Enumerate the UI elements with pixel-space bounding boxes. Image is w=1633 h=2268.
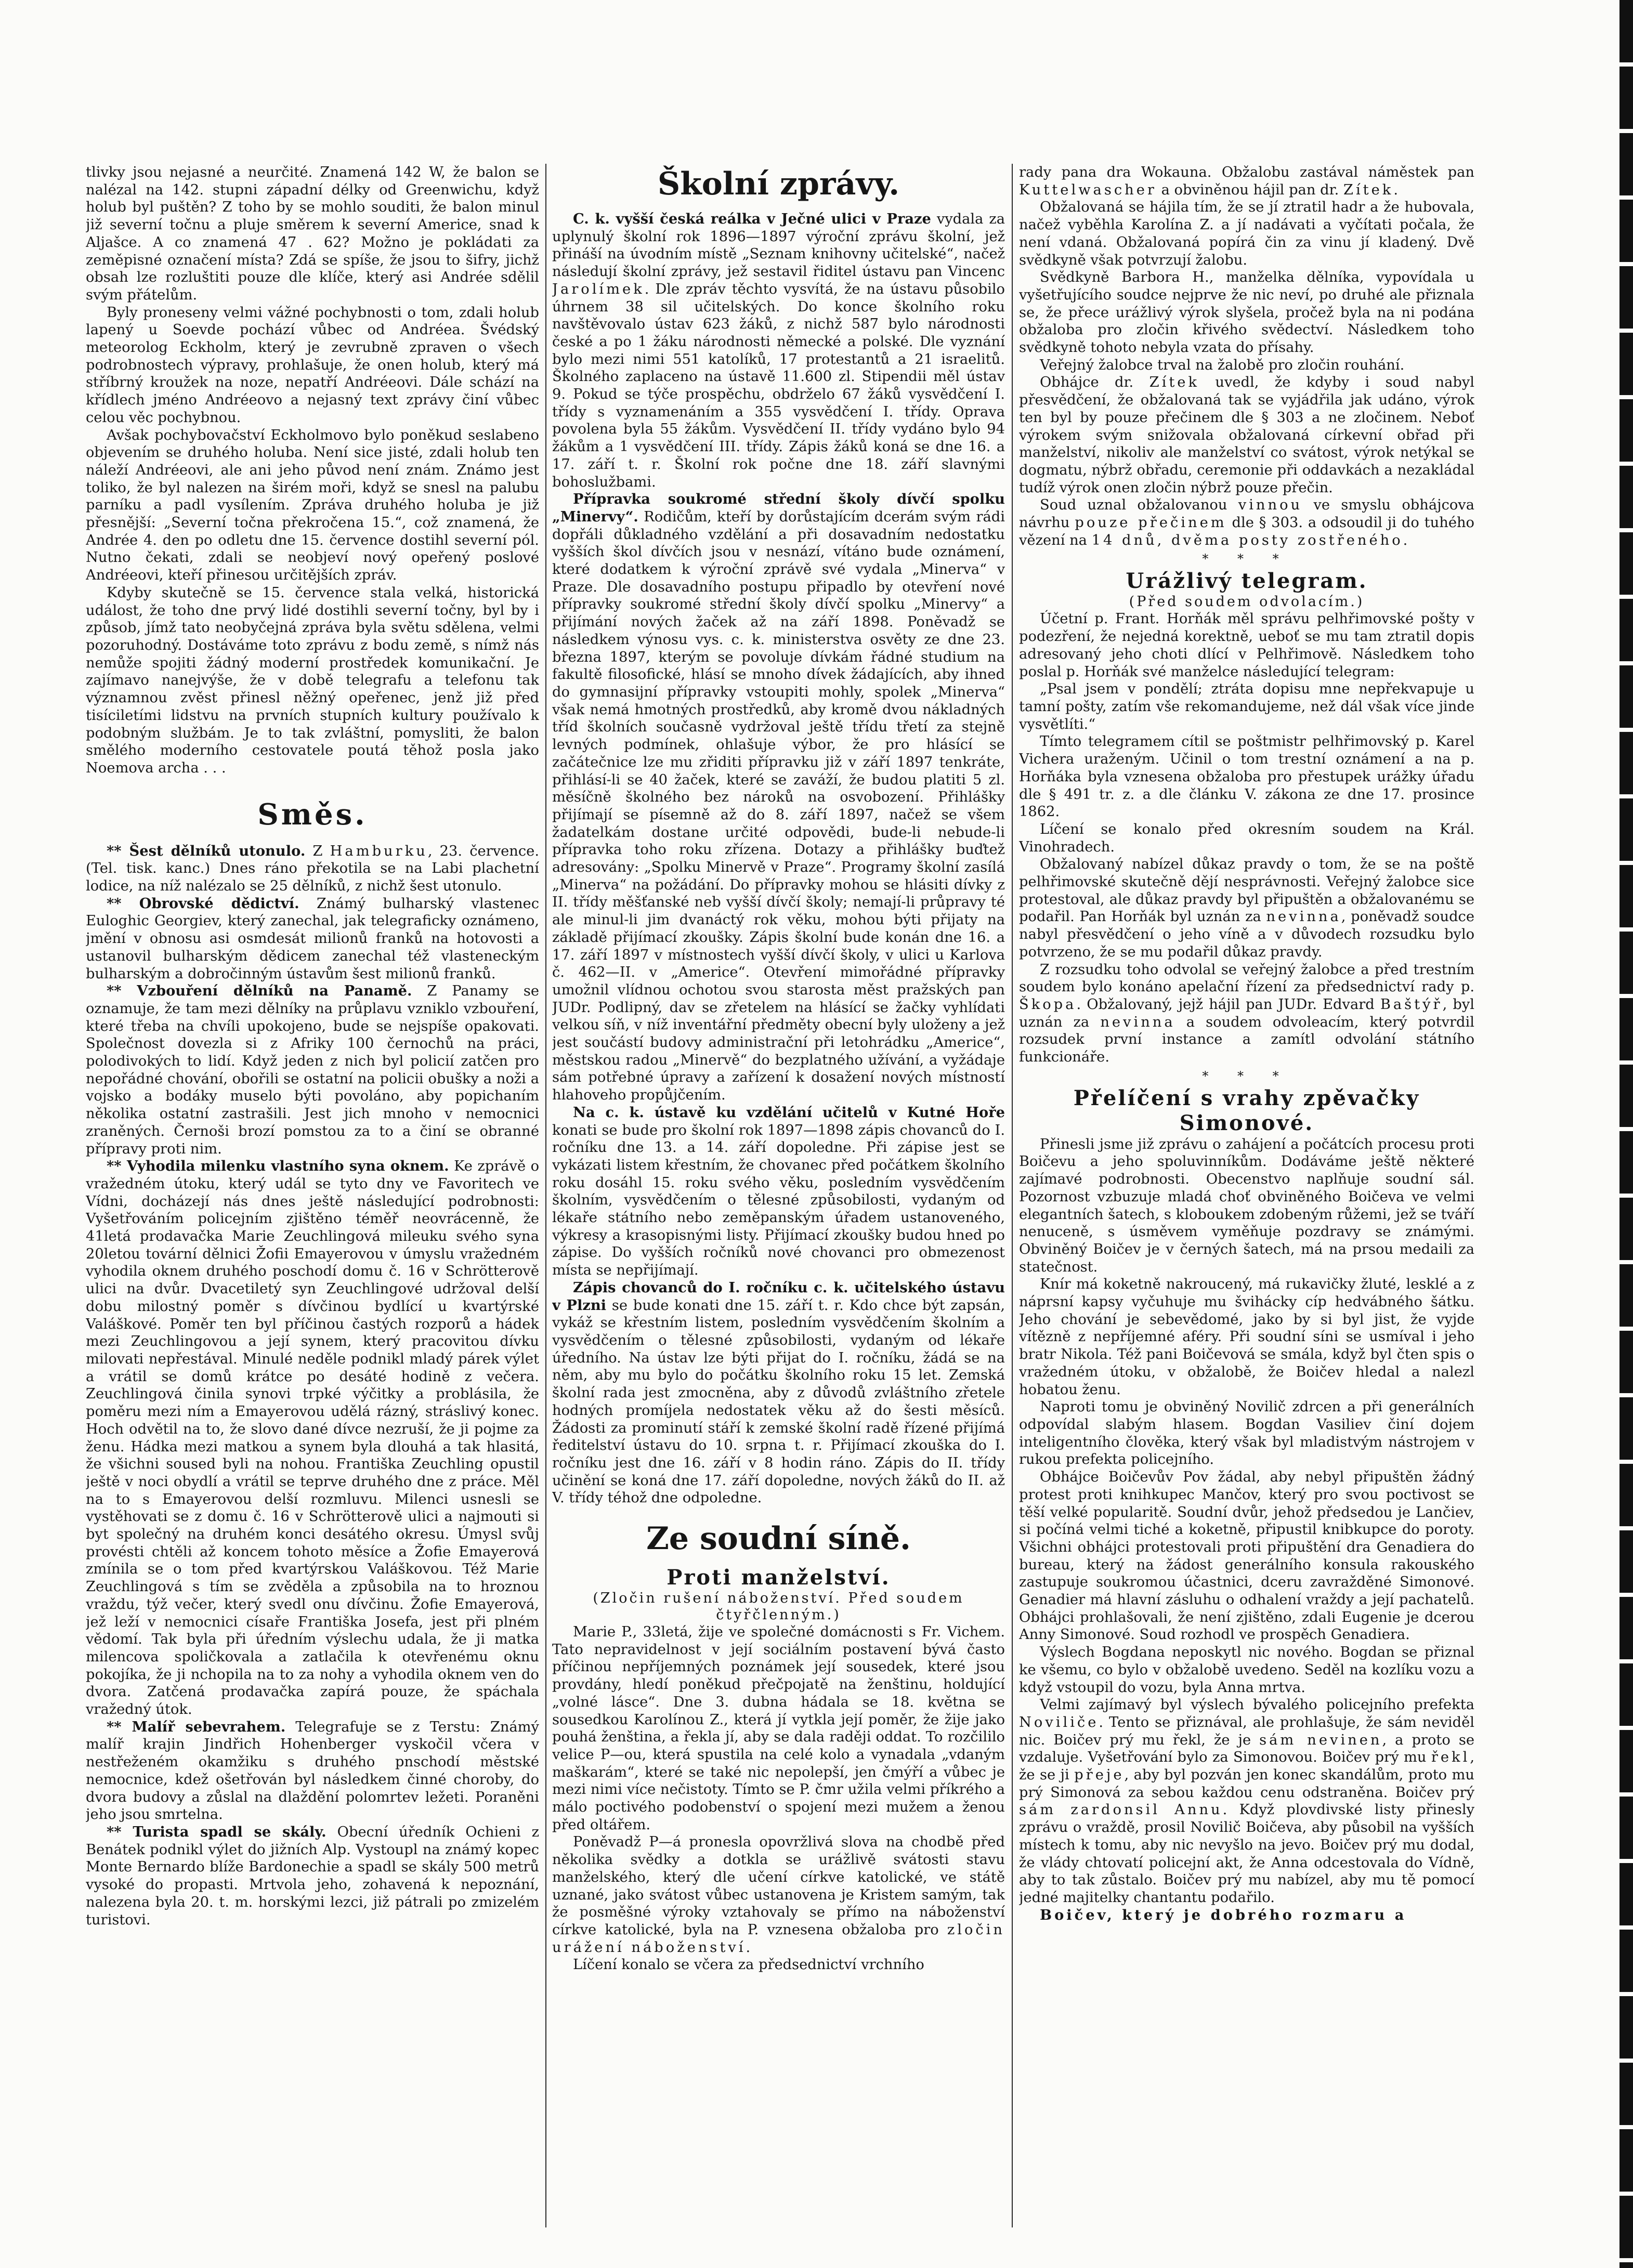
article-paragraph: tlivky jsou nejasné a neurčité. Znamená 142 W, že balon se nalézal na 142. stupni západní délky od Greenwichu, když holub byl puštěn? Z toho by se mohlo souditi, že balon minul již severní točnu a pluje směrem k severní Americe, snad k Aljašce. A co znamená 47 . 62? Možno je pokládati za zeměpisné označení místa? Zdá se spíše, že jsou to šifry, jichž obsah lze rozluštiti pouze dle klíče, který asi Andrée sdělil svým přátelům. [86, 164, 539, 303]
article-paragraph: „Psal jsem v pondělí; ztráta dopisu mne nepřekvapuje u tamní pošty, zatím vše rekomandujeme, než dál však více jinde vysvětlíti.“ [1019, 681, 1474, 732]
news-item: C. k. vyšší česká reálka v Ječné ulici v Praze vydala za uplynulý školní rok 1896—1897 výroční zprávu školní, jež přináší na úvodním místě „Seznam knihovny učitelské“, načež následují školní zprávy, jež sestavil řiditel ústavu pan Vincenc Jarolímek. Dle zpráv těchto vysvítá, že na ústavu působilo úhrnem 38 sil učitelských. Do konce školního roku navštěvovalo ústav 623 žáků, z nichž 587 bylo národnosti české a po 1 žáku národnosti německé a polské. Dle vyznání bylo mezi nimi 551 katolíků, 17 protestantů a 21 israelitů. Školného zaplaceno na ústavě 11.600 zl. Stipendii měl ústav 9. Pokud se týče prospěchu, obdrželo 67 žáků vysvědčení I. třídy s vyznamenáním a 355 vysvědčení I. třídy. Oprava povolena byla 55 žákům. Vysvědčení II. třídy vydáno bylo 94 žákům a 1 vysvědčení III. třídy. Zápis žáků koná se dne 16. a 17. září t. r. Školní rok počne dne 18. září slavnými bohoslužbami. [552, 211, 1005, 490]
article-paragraph: Kdyby skutečně se 15. července stala velká, historická událost, že toho dne prvý lidé dostihli severní točny, byl by i způsob, jímž tato neobyčejná zpráva byla světu sdělena, velmi pozoruhodný. Dostáváme toto zprávu z bodu země, s nímž nás nemůže spojiti žádný moderní prostředek komunikační. Je zajímavo nanejvýše, že v době telegrafu a telefonu tak významnou zvěst přinesl něžný opeřenec, jenž již před tisíciletími lidstvu na prvních stupních kultury používalo k podobným službám. Je to tak zvláštní, pomysliti, že balon smělého moderního cestovatele poutá těhož posla jako Noemova archa . . . [86, 584, 539, 776]
news-headline: ** Šest dělníků utonulo. [107, 842, 306, 859]
article-paragraph: Veřejný žalobce trval na žalobě pro zločin rouhání. [1040, 357, 1405, 373]
section-title-school: Školní zprávy. [657, 166, 900, 202]
news-item: ** Obrovské dědictví. Známý bulharský vlastenec Euloghic Georgiev, který zanechal, jak telegraficky oznámeno, jmění v obnosu asi osmdesát milionů franků na hotovosti a ustanovil bulharským dědicem zanechal též vlasteneckým bulharským a dobročinným ústavům šest milionů franků. [86, 895, 539, 982]
news-headline: Zápis chovanců do I. ročníku c. k. učitelského ústavu v Plzni [552, 1279, 1005, 1314]
article-paragraph: Soud uznal obžalovanou vinnou ve smyslu obhájcova návrhu pouze přečinem dle § 303. a odsoudil ji do tuhého vězení na 14 dnů, dvěma posty zostřeného. [1019, 497, 1474, 548]
news-headline: Na c. k. ústavě ku vzdělání učitelů v Kutné Hoře [573, 1104, 1005, 1121]
section-separator: * * * [1202, 1068, 1291, 1083]
article-paragraph: Tímto telegramem cítil se poštmistr pelhřimovský p. Karel Vichera uraženým. Učinil o tom trestní oznámení a na p. Horňáka byla vznesena obžaloba pro přestupek urážky úřadu dle § 491 tr. z. a dle článku V. zákona ze dne 17. prosince 1862. [1019, 733, 1474, 820]
article-paragraph: Knír má koketně nakroucený, má rukavičky žluté, lesklé a z náprsní kapsy vyčuhuje mu švihácky cíp hedvábného šátku. Jeho chování je sebevědomé, jako by si byl jist, že vyjde vítězně z nepříjemné aféry. Při soudní síni se usmíval i jeho bratr Nikola. Též pani Boičevová se smála, když byl čten spis o vražedném útoku, v obžalobě, že Boičev hledal a nalezl hobatou ženu. [1019, 1276, 1474, 1398]
article-paragraph: Marie P., 33letá, žije ve společné domácnosti s Fr. Vichem. Tato nepravidelnost v její sociálním postavení bývá často příčinou nepříjemných poznámek její sousedek, které jsou provdány, hledí poněkud přečpojatě na ženštinu, holdující „volné lásce“. Dne 3. dubna hádala se 18. května se sousedkou Karolínou Z., která jí vytkla její poměr, že žije jako pouhá ženština, a řekla jí, aby se dala raději oddat. To rozčililo velice P—ou, která spustila na celé kolo a vynadala „vdaným maškarám“, které se také nic nepolepší, jen čmýří a vůbec je mezi nimi více nečistoty. Tímto se P. čmr užila velmi příkrého a málo poctivého podobenství o spojení mezi mužem a ženou před oltářem. [552, 1624, 1005, 1833]
article-paragraph: Byly proneseny velmi vážné pochybnosti o tom, zdali holub lapený u Soevde pochází vůbec od Andréea. Švédský meteorolog Eckholm, který je zevrubně zpraven o všech podrobnostech výpravy, prohlašuje, že onen holub, který má stříbrný kroužek na noze, nepatří Andréeovi. Dále schází na křídlech jméno Andréeovo a nejasný text zprávy činí vůbec celou věc pochybnou. [86, 304, 539, 426]
news-item: Přípravka soukromé střední školy dívčí spolku „Minervy“. Rodičům, kteří by dorůstajícím dcerám svým rádi dopřáli důkladného vzdělání a při dosavadním nedostatku vyšších škol dívčích jsou v nesnází, vítáno bude oznámení, které dodatkem k výroční zprávě své vydala „Minerva“ v Praze. Dle dosavadního postupu připadlo by otevření nové přípravky soukromé střední školy dívčí spolku „Minervy“ a přijímání nových žaček až na září 1898. Poněvadž se následkem výnosu vys. c. k. ministerstva osvěty ze dne 23. března 1897, kterým se povoluje dívkám řádné studium na fakultě filosofické, hlásí se mnoho dívek žádajících, aby ihned do gymnasijní přípravky vstoupiti mohly, spolek „Minerva“ však nemá hmotných prostředků, aby kromě dvou nákladných tříd školních současně vydržoval ještě třídu třetí za stejně levných podmínek, ohlašuje výbor, že pro hlásící se začátečnice lze mu zřiditi přípravku již v září 1897 tenkráte, přihlásí-li se 40 žaček, které se zaváží, že budou platiti 5 zl. měsíčně školného bez nároků na osvobození. Přihlášky přijímají se písemně až do 8. září 1897, načež se všem žadatelkám dostane určité odpovědi, bude-li nebude-li přípravka toho roku zřízena. Dotazy a přihlášky buďtež adresovány: „Spolku Minervě v Praze“. Programy školní zasílá „Minerva“ na požádání. Do přípravky mohou se hlásiti dívky z II. třídy měšťanské neb vyšší dívčí školy; nemají-li průpravy té ale minul-li jim dvanáctý rok věku, mohou býti přijaty na základě přijímací zkoušky. Zápis školní bude konán dne 16. a 17. září 1897 v místnostech vyšší dívčí školy, v ulici u Karlova č. 462—II. v „Americe“. Otevření mimořádné přípravky umožnil vlídnou ochotou svou starosta měst pražských pan JUDr. Podlipný, dav se zřetelem na hlásící se žačky vyhlídati velkou síň, v níž inventářní předměty obecní byly uloženy a jež jest součástí budovy administrační při letohrádku „Americe“, městskou radou „Minervě“ do bezplatného užívání, a vyžádaje sám potřebné úpravy a zařízení k dosažení nových místností hlahoveho propůjčením. [552, 491, 1005, 1104]
article-paragraph: Boičev, který je dobrého rozmaru a [1040, 1906, 1407, 1923]
column-rule [545, 164, 546, 2227]
article-paragraph: rady pana dra Wokauna. Obžalobu zastával náměstek pan Kuttelwascher a obviněnou hájil pan dr. Zítek. [1019, 164, 1474, 198]
article-title: Proti manželství. [667, 1565, 891, 1590]
news-headline: C. k. vyšší česká reálka v Ječné ulici v Praze [573, 211, 931, 227]
article-paragraph: Velmi zajímavý byl výslech bývalého policejního prefekta Noviliče. Tento se přiznával, ale prohlašuje, že sám neviděl nic. Boičev prý mu řekl, že je sám nevinen, a proto se vzdaluje. Vyšetřování bylo za Simonovou. Boičev prý mu řekl, že se ji přeje, aby byl pozván jen konec skandálům, proto mu prý Simonová za sebou každou cenu odstraněna. Boičev prý sám zardonsil Annu. Když plovdivské listy přinesly zprávu o vraždě, prosil Novilič Boičeva, aby působil na vyšších místech k tomu, aby nic nevyšlo na jevo. Boičev prý mu dodal, že vlády chtovatí policejní akt, že Anna odcestovala do Vídně, aby to tak zůstalo. Boičev prý mu nabízel, aby mu tě pomocí jedné majitelky chantantu podařilo. [1019, 1697, 1474, 1906]
section-title-smes: Směs. [257, 797, 368, 832]
article-paragraph: Výslech Bogdana neposkytl nic nového. Bogdan se přiznal ke všemu, co bylo v obžalobě uvedeno. Seděl na kozlíku vozu a když vstoupil do vozu, byla Anna mrtva. [1019, 1644, 1474, 1696]
news-headline: ** Vzbouření dělníků na Panamě. [107, 982, 412, 1000]
news-item: ** Turista spadl se skály. Obecní úředník Ochieni z Benátek podnikl výlet do jižních Alp. Vystoupl na známý kopec Monte Bernardo blíže Bardonechie a spadl se skály 500 metrů vysoké do propasti. Mrtvola jeho, zohavená k nepoznání, nalezena byla 20. t. m. horskými lezci, již pátrali po zmizelém turistovi. [86, 1823, 539, 1928]
article-subtitle: (Zločin rušení náboženství. Před soudem čtyřčlenným.) [593, 1590, 964, 1623]
column-3 [1019, 164, 1474, 2230]
article-paragraph: Naproti tomu je obviněný Novilič zdrcen a při generálních odpovídal slabým hlasem. Bogdan Vasiliev činí dojem inteligentního člověka, který však byl mladistvým nástrojem v rukou prefekta policejního. [1019, 1399, 1474, 1468]
article-paragraph: Obhájce dr. Zítek uvedl, že kdyby i soud nabyl přesvědčení, že obžalovaná tak se vyjádřila jak udáno, výrok ten byl by pouze přečinem dle § 303 a ne zločinem. Neboť výrokem svým snižovala obžalovaná církevní obřad při manželství, nikoliv ale manželství co svátost, výrok netýkal se dogmatu, nýbrž obřadu, ceremonie při oddavkách a nezakládal tudíž výrok onen zločin nýbrž pouze přečin. [1019, 374, 1474, 496]
article-paragraph: Poněvadž P—á pronesla opovržlivá slova na chodbě před několika svědky a dotkla se urážlivě svátosti stavu manželského, který dle učení církve katolické, ve státě uznané, jako svátost vůbec ustanovena je Kristem samým, tak že posměšné výroky vztahovaly se přímo na náboženství církve katolické, byla na P. vznesena obžaloba pro zločin urážení náboženství. [552, 1834, 1005, 1956]
news-item: ** Malíř sebevrahem. Telegrafuje se z Terstu: Známý malíř krajin Jindřich Hohenberger vyskočil včera v nestřeženém okamžiku s druhého pnschodí městské nemocnice, kdež ošetřován byl následkem činné choroby, do dvora budovy a zůslal na dlaždění polomrtev ležeti. Poraněni jeho jsou smrtelna. [86, 1718, 539, 1823]
news-headline: ** Turista spadl se skály. [107, 1823, 326, 1840]
article-paragraph: Líčení se konalo před okresním soudem na Král. Vinohradech. [1019, 821, 1474, 855]
article-title: Přelíčení s vrahy zpěvačky Simonové. [1073, 1085, 1420, 1135]
column-rule [1012, 164, 1013, 2227]
scan-edge [1619, 0, 1633, 2268]
article-paragraph: Přinesli jsme již zprávu o zahájení a počátcích procesu proti Boičevu a jeho spoluvinníkům. Dodáváme ještě některé zajímavé podrobnosti. Obecenstvo naplňuje soudní sál. Pozornost vzbuzuje mladá choť obviněného Boičeva ve velmi elegantních šatech, s kloboukem zdobeným růžemi, jež se tváří nenuceně, s úsměvem vyměňuje pozdravy se známými. Obviněný Boičev je v černých šatech, má na prsou medaili za statečnost. [1019, 1136, 1474, 1275]
news-headline: ** Obrovské dědictví. [107, 895, 299, 912]
news-headline: Přípravka soukromé střední školy dívčí spolku „Minervy“. [552, 491, 1005, 525]
article-paragraph: Obžalovaná se hájila tím, že se jí ztratil hadr a že hubovala, načež vyběhla Karolína Z. a jí nadávati a vyčítati počala, že není vdaná. Obžalovaná popírá čin za vinu jí kladený. Dvě svědkyně však potvrzují žalobu. [1019, 199, 1474, 268]
news-headline: ** Vyhodila milenku vlastního syna oknem. [107, 1158, 449, 1175]
news-item: ** Vyhodila milenku vlastního syna oknem. Ke zprávě o vražedném útoku, který udál se tyto dny ve Favoritech ve Vídni, docházejí nás dnes ještě následující podrobnosti: Vyšetřováním policejním zjištěno téměř neovrácenně, že 41letá prodavačka Marie Zeuchlingová mileuku svého syna 20letou tovární dělnici Žofii Emayerovou v úmyslu vražedném vyhodila oknem druhého poschodí domu č. 16 v Schrötterově ulici na dvůr. Dvacetiletý syn Zeuchlingové udržoval delší dobu milostný poměr s dívčinou bydlící u kvartýrské Valáškové. Poměr ten byl příčinou častých rozporů a hádek mezi Zeuchlingovou a její synem, který pracovitou dívku milovati nepřestával. Minulé neděle podnikl mladý párek výlet a vrátil se domů krátce po desáté hodině z večera. Zeuchlingová činila synovi trpké výčitky a problásila, že poměru mezi ním a Emayerovou udělá rázný, stráslivý konec. Hoch odvětil na to, že slovo dané dívce nezruší, že ji pojme za ženu. Hádka mezi matkou a synem byla dlouhá a tak hlasitá, že všichni soused byli na nohou. Františka Zeuchling opustil ještě v noci obydlí a vrátil se teprve druhého dne z práce. Měl na to s Emayerovou delší rozmluvu. Milenci usnesli se vystěhovati se z domu č. 16 v Schrötterově ulici a najmouti si byt společný na druhém konci desátého okresu. Úmysl svůj provésti chtěli až koncem tohoto měsíce a Žofie Emayerová zmínila se o tom před kvartýrskou Valáškovou. Též Marie Zeuchlingová s tím se zvěděla a způsobila na to hroznou vraždu, týž večer, který svedl onu dívčinu. Žofie Emayerová, jež leží v nemocnici císaře Františka Josefa, jest při plném vědomí. Tak byla při úředním výslechu udala, že ji matka milencova spoličkovala a zatlačila k otevřenému oknu pokojíka, že ji nchopila na to za nohy a vyhodila oknem ven do dvora. Zatčená prodavačka zapírá pouze, že spáchala vražedný útok. [86, 1158, 539, 1718]
news-headline: ** Malíř sebevrahem. [107, 1718, 286, 1735]
article-paragraph: Avšak pochybovačství Eckholmovo bylo poněkud seslabeno objevením se druhého holuba. Není sice jisté, zdali holub ten náleží Andréeovi, ale ani jeho původ není znám. Známo jest toliko, že byl nalezen na širém moři, když se snesl na palubu parníku a padl vysílením. Zpráva druhého holuba je již přesnější: „Severní točna překročena 15.“, což znamená, že Andrée 4. den po odletu dne 15. července dostihl severní pól. Nutno čekati, zdali se neobjeví nový opeřený poslové Andréeovi, kteří přinesou určitějších zpráv. [86, 427, 539, 584]
article-paragraph: Účetní p. Frant. Horňák měl správu pelhřimovské pošty v podezření, že nejedná korektně, ueboť se mu tam ztratil dopis adresovaný jeho choti dlící v Pelhřimově. Následkem toho poslal p. Horňák své manželce následující telegram: [1019, 611, 1474, 680]
column-2 [552, 164, 1005, 2230]
column-1 [86, 164, 539, 2230]
section-title-court: Ze soudní síně. [646, 1520, 911, 1557]
news-item: ** Vzbouření dělníků na Panamě. Z Panamy se oznamuje, že tam mezi dělníky na průplavu vzniklo vzbouření, které třeba na chvíli upokojeno, bude se nejspíše opakovati. Společnost dovezla si z Afriky 100 černochů na práci, polodivokých to lidí. Když jeden z nich byl policií zatčen pro nepořádné chování, obořili se ostatní na policii obušky a noži a vojsko a bodáky muselo býti povoláno, aby popichaním několika ostatní zastrašili. Jest jich mnoho v nemocnici zraněných. Černoši brozí pomstou za to a činí se obranné přípravy proti nim. [86, 982, 539, 1157]
news-item: Na c. k. ústavě ku vzdělání učitelů v Kutné Hoře konati se bude pro školní rok 1897—1898 zápis chovanců do I. ročníku dne 13. a 14. září dopoledne. Při zápise jest se vykázati listem křestním, že chovanec před počátkem školního roku dosáhl 15. roku svého věku, posledním vysvědčením školním, vysvědčením o tělesné způsobilosti, vydaným od lékaře státního nebo zeměpanským úřadem ustanoveného, výkresy a krasopisnými listy. Přijímací zkoušky budou hned po zápise. Do vyšších ročníků nové chovanci pro obmezenost místa se nepřijímají. [552, 1104, 1005, 1279]
section-separator: * * * [1202, 552, 1291, 567]
article-paragraph: Obhájce Boičevův Pov žádal, aby nebyl připuštěn žádný protest proti knihkupec Mančov, který pro svou poctivost se těší velké popularitě. Soudní dvůr, jehož předsedou je Lančiev, si počíná velmi tiché a koketně, připustil knibkupce do poroty. Všichni obhájci protestovali proti připuštění dra Genadiera do bureau, který na žádost generálního konsula rakouského zastupuje soukromou účastnici, dceru zavražděné Simonové. Genadier má hlavní zásluhu o odhalení vraždy a její pachatelů. Obhájci prohlašovali, že není zjištěno, zdali Eugenie je dcerou Anny Simonové. Soud rozhodl ve prospěch Genadiera. [1019, 1469, 1474, 1643]
news-item: ** Šest dělníků utonulo. Z Hamburku, 23. července. (Tel. tisk. kanc.) Dnes ráno překotila se na Labi plachetní lodice, na níž nalézalo se 25 dělníků, z nichž šest utonulo. [86, 842, 539, 895]
article-paragraph: Líčení konalo se včera za předsednictví vrchního [573, 1957, 924, 1973]
article-title: Urážlivý telegram. [1126, 569, 1368, 594]
article-paragraph: Svědkyně Barbora H., manželka dělníka, vypovídala u vyšetřujícího soudce nejprve že nic neví, po druhé ale přiznala se, že přece urážlivý výrok slyšela, pročež byla na ni podána obžaloba pro zločin křivého svědectví. Následkem toho svědkyně tohoto nebyla vzata do přísahy. [1019, 269, 1474, 356]
news-item: Zápis chovanců do I. ročníku c. k. učitelského ústavu v Plzni se bude konati dne 15. září t. r. Kdo chce být zapsán, vykáž se křestním listem, posledním vysvědčením školním a vysvědčením o tělesné způsobilosti, vydaným od lékaře úředního. Na ústav lze býti přijat do I. ročníku, žádá se na něm, aby mu bylo do počátku školního roku 15 let. Zemská školní rada jest zmocněna, aby z důvodů zvláštního zřetele hodných promíjela nedostatek věku až do šesti měsíců. Žádosti za prominutí stáří k zemské školní radě řízené přijímá ředitelství ústavu do 10. srpna t. r. Přijímací zkouška do I. ročníku jest dne 16. září v 8 hodin ráno. Zápis do II. třídy učinění se koná dne 17. září dopoledne, nových žáků do II. až V. třídy téhož dne odpoledne. [552, 1279, 1005, 1506]
article-subtitle: (Před soudem odvolacím.) [1129, 594, 1365, 610]
article-paragraph: Obžalovaný nabízel důkaz pravdy o tom, že se na poště pelhřimovské skutečně dějí nesprávnosti. Veřejný žalobce sice protestoval, ale důkaz pravdy byl připuštěn a obžalovanému se podařil. Pan Horňák byl uznán za nevinna, poněvadž soudce nabyl přesvědčení o jeho víně a v důvodech rozsudku bylo potvrzeno, že se mu podařil důkaz pravdy. [1019, 856, 1474, 960]
article-paragraph: Z rozsudku toho odvolal se veřejný žalobce a před trestním soudem bylo konáno apelační řízení za předsednictví rady p. Škopa. Obžalovaný, jejž hájil pan JUDr. Edvard Baštýř, byl uznán za nevinna a soudem odvoleacím, který potvrdil rozsudek první instance a zamítl odvolání státního funkcionáře. [1019, 961, 1474, 1066]
